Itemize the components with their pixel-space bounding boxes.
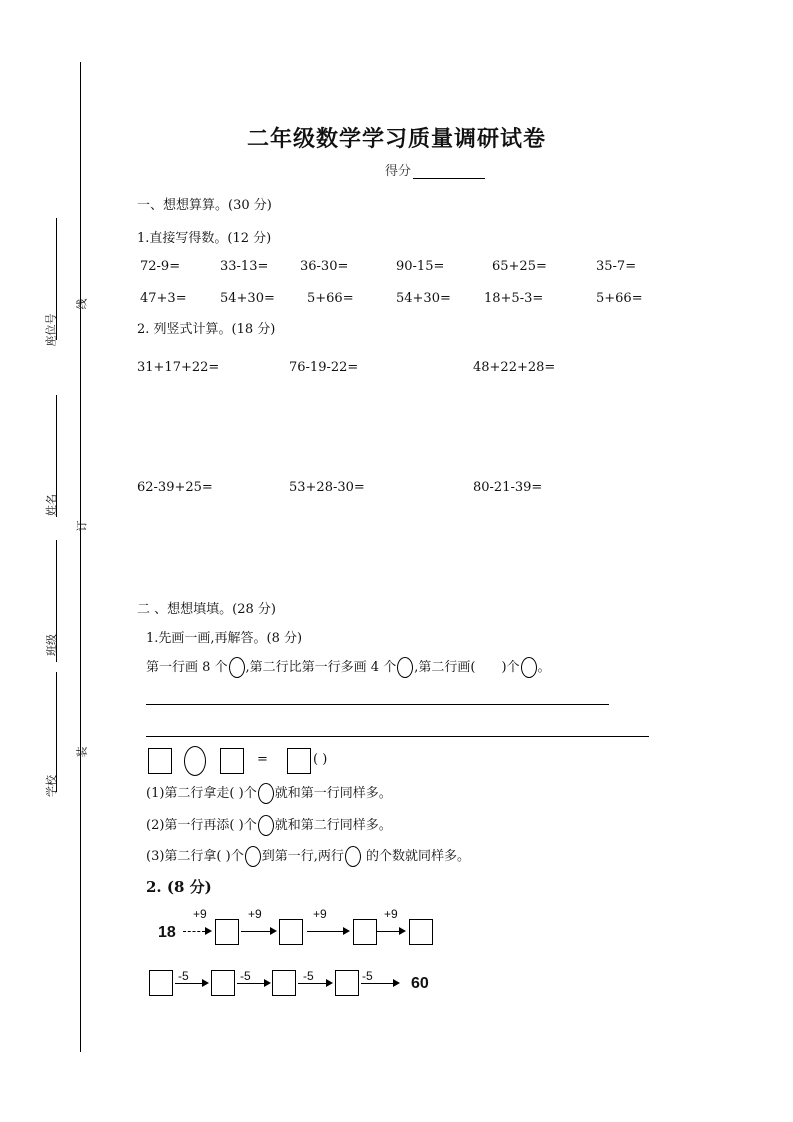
arrow-line xyxy=(175,983,202,984)
sub-question-1 xyxy=(146,782,392,804)
answer-box[interactable] xyxy=(353,919,377,945)
sub-question-2 xyxy=(146,814,392,836)
sub3-text-a: (3)第二行拿( )个 xyxy=(146,849,244,864)
vertical-calc-2: 76-19-22= xyxy=(289,360,359,375)
minus-label: -5 xyxy=(240,969,251,983)
plus-label: +9 xyxy=(384,907,398,921)
vertical-calc-5: 53+28-30= xyxy=(289,480,365,495)
square-answer-box[interactable] xyxy=(287,748,311,774)
section1-heading: 一、想想算算。(30 分) xyxy=(137,198,272,213)
sub2-text-a: (2)第一行再添( )个 xyxy=(146,818,257,833)
drawing-line-2[interactable] xyxy=(146,736,649,737)
school-label: 学校 xyxy=(45,775,58,797)
score-field[interactable] xyxy=(385,160,485,179)
arrow-line xyxy=(377,931,399,932)
s2-q1-heading: 1.先画一画,再解答。(8 分) xyxy=(146,631,303,646)
oral-calc-4: 90-15= xyxy=(396,259,445,274)
answer-box[interactable] xyxy=(335,970,359,996)
s2-q2-heading: 2. (8 分) xyxy=(146,878,212,896)
q1-heading: 1.直接写得数。(12 分) xyxy=(137,231,272,246)
circle-icon xyxy=(345,846,361,867)
sub3-text-c: 的个数就同样多。 xyxy=(361,849,470,864)
score-blank[interactable] xyxy=(413,165,485,179)
arrow-icon xyxy=(343,927,350,935)
vertical-calc-6: 80-21-39= xyxy=(473,480,543,495)
minus-label: -5 xyxy=(362,969,373,983)
section2-heading: 二 、想想填填。(28 分) xyxy=(137,602,276,617)
arrow-icon xyxy=(264,979,271,987)
sub2-text-b: 就和第二行同样多。 xyxy=(274,818,392,833)
drawing-line-1[interactable] xyxy=(146,704,609,705)
margin-label-zhuang: 装 xyxy=(75,746,89,758)
sub1-text-b: 就和第一行同样多。 xyxy=(274,786,392,801)
answer-box[interactable] xyxy=(149,970,173,996)
oral-calc-12: 5+66= xyxy=(596,291,643,306)
seat-label: 座位号 xyxy=(44,313,58,347)
sub1-text-a: (1)第二行拿走( )个 xyxy=(146,786,257,801)
oral-calc-7: 47+3= xyxy=(140,291,187,306)
arrow-icon xyxy=(326,979,333,987)
answer-box[interactable] xyxy=(211,970,235,996)
arrow-icon xyxy=(399,927,406,935)
circle-icon xyxy=(397,657,413,678)
circle-shape xyxy=(184,746,206,776)
answer-box[interactable] xyxy=(279,919,303,945)
plus-label: +9 xyxy=(313,907,327,921)
equals-sign: = xyxy=(257,752,268,767)
answer-box[interactable] xyxy=(272,970,296,996)
chain-end-number: 60 xyxy=(411,975,429,992)
oral-calc-9: 5+66= xyxy=(307,291,354,306)
margin-label-xian: 线 xyxy=(75,298,89,310)
q2-heading: 2. 列竖式计算。(18 分) xyxy=(137,322,276,337)
margin-label-ding: 订 xyxy=(75,520,89,532)
arrow-line xyxy=(298,983,326,984)
arrow-icon xyxy=(270,927,277,935)
score-label: 得分 xyxy=(385,164,412,179)
answer-paren[interactable]: ( ) xyxy=(313,752,328,767)
class-label: 班级 xyxy=(45,634,58,656)
arrow-icon xyxy=(393,979,400,987)
oral-calc-10: 54+30= xyxy=(396,291,451,306)
vertical-calc-1: 31+17+22= xyxy=(137,360,220,375)
answer-box[interactable] xyxy=(215,919,239,945)
circle-icon xyxy=(521,657,537,678)
circle-icon xyxy=(245,846,261,867)
chain-start-number: 18 xyxy=(158,924,176,941)
arrow-icon xyxy=(205,927,212,935)
arrow-icon xyxy=(202,979,209,987)
draw-text-e: 。 xyxy=(537,660,551,675)
sub3-text-b: 到第一行,两行 xyxy=(261,849,344,864)
plus-label: +9 xyxy=(248,907,262,921)
circle-icon xyxy=(229,657,245,678)
square-shape xyxy=(220,748,244,774)
vertical-calc-3: 48+22+28= xyxy=(473,360,556,375)
answer-box[interactable] xyxy=(409,919,433,945)
binding-line-main xyxy=(80,62,81,1052)
name-label: 姓名 xyxy=(45,494,58,516)
oral-calc-11: 18+5-3= xyxy=(484,291,544,306)
draw-text-b: ,第二行比第一行多画 4 个 xyxy=(245,660,397,675)
arrow-line xyxy=(237,983,264,984)
arrow-line xyxy=(361,983,393,984)
minus-label: -5 xyxy=(303,969,314,983)
oral-calc-8: 54+30= xyxy=(220,291,275,306)
square-shape xyxy=(148,748,172,774)
page-title: 二年级数学学习质量调研试卷 xyxy=(246,127,546,152)
circle-icon xyxy=(258,815,274,836)
draw-text-c: ,第二行画( xyxy=(414,660,476,675)
plus-label: +9 xyxy=(193,907,207,921)
vertical-calc-4: 62-39+25= xyxy=(137,480,213,495)
arrow-line xyxy=(307,931,343,932)
oral-calc-2: 33-13= xyxy=(220,259,269,274)
draw-text-d: )个 xyxy=(501,660,520,675)
oral-calc-1: 72-9= xyxy=(140,259,181,274)
draw-question-text xyxy=(146,656,551,678)
oral-calc-3: 36-30= xyxy=(300,259,349,274)
arrow-line xyxy=(241,931,270,932)
arrow-line xyxy=(183,931,205,933)
draw-text-a: 第一行画 8 个 xyxy=(146,660,228,675)
school-field-line xyxy=(56,672,57,792)
sub-question-3 xyxy=(146,845,470,867)
oral-calc-5: 65+25= xyxy=(492,259,547,274)
circle-icon xyxy=(258,783,274,804)
minus-label: -5 xyxy=(178,969,189,983)
oral-calc-6: 35-7= xyxy=(596,259,637,274)
